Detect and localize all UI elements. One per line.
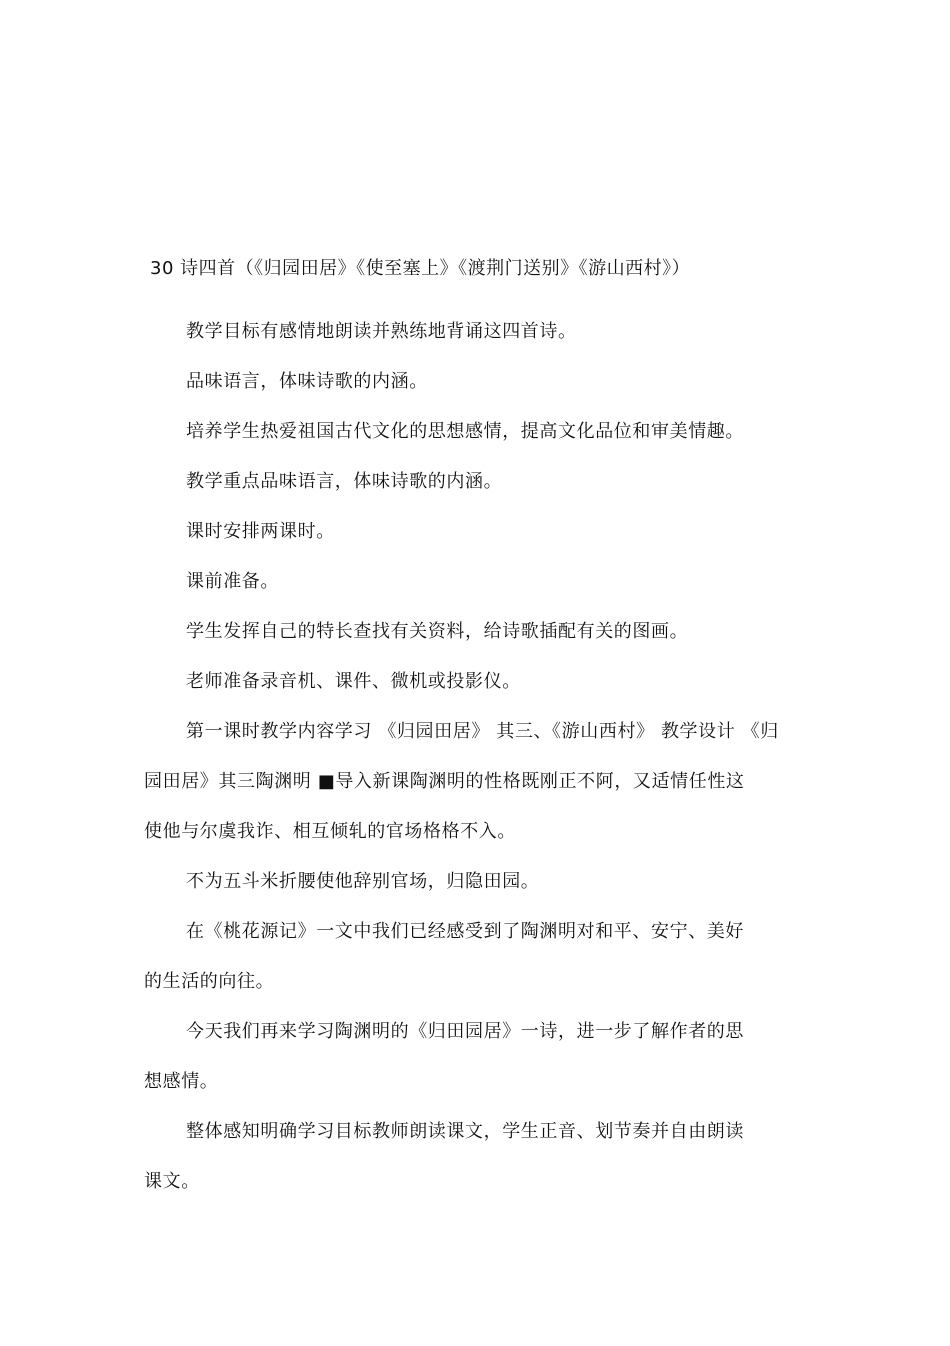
document-title: 30 诗四首（《归园田居》《使至塞上》《渡荆门送别》《游山西村》）	[150, 258, 691, 279]
paragraph-line: 课前准备。	[186, 571, 279, 592]
paragraph-line: 园田居》其三陶渊明 ■导入新课陶渊明的性格既刚正不阿，又适情任性这	[144, 771, 745, 792]
paragraph-line: 培养学生热爱祖国古代文化的思想感情，提高文化品位和审美情趣。	[186, 421, 744, 442]
paragraph-line: 课文。	[144, 1171, 200, 1192]
paragraph-line: 整体感知明确学习目标教师朗读课文，学生正音、划节奏并自由朗读	[186, 1121, 744, 1142]
paragraph-line: 使他与尔虞我诈、相互倾轧的官场格格不入。	[144, 821, 516, 842]
paragraph-line: 不为五斗米折腰使他辞别官场，归隐田园。	[186, 871, 540, 892]
paragraph-line: 品味语言，体味诗歌的内涵。	[186, 371, 428, 392]
paragraph-line: 今天我们再来学习陶渊明的《归田园居》一诗，进一步了解作者的思	[186, 1021, 744, 1042]
paragraph-line: 教学重点品味语言，体味诗歌的内涵。	[186, 471, 503, 492]
paragraph-line: 想感情。	[144, 1071, 219, 1092]
paragraph-line: 课时安排两课时。	[186, 521, 335, 542]
paragraph-line: 学生发挥自己的特长查找有关资料，给诗歌插配有关的图画。	[186, 621, 689, 642]
paragraph-line: 教学目标有感情地朗读并熟练地背诵这四首诗。	[186, 321, 577, 342]
paragraph-line: 在《桃花源记》一文中我们已经感受到了陶渊明对和平、安宁、美好	[186, 921, 744, 942]
paragraph-line: 的生活的向往。	[144, 971, 275, 992]
paragraph-line: 老师准备录音机、课件、微机或投影仪。	[186, 671, 521, 692]
paragraph-line: 第一课时教学内容学习 《归园田居》 其三、《游山西村》 教学设计 《归	[186, 721, 779, 742]
